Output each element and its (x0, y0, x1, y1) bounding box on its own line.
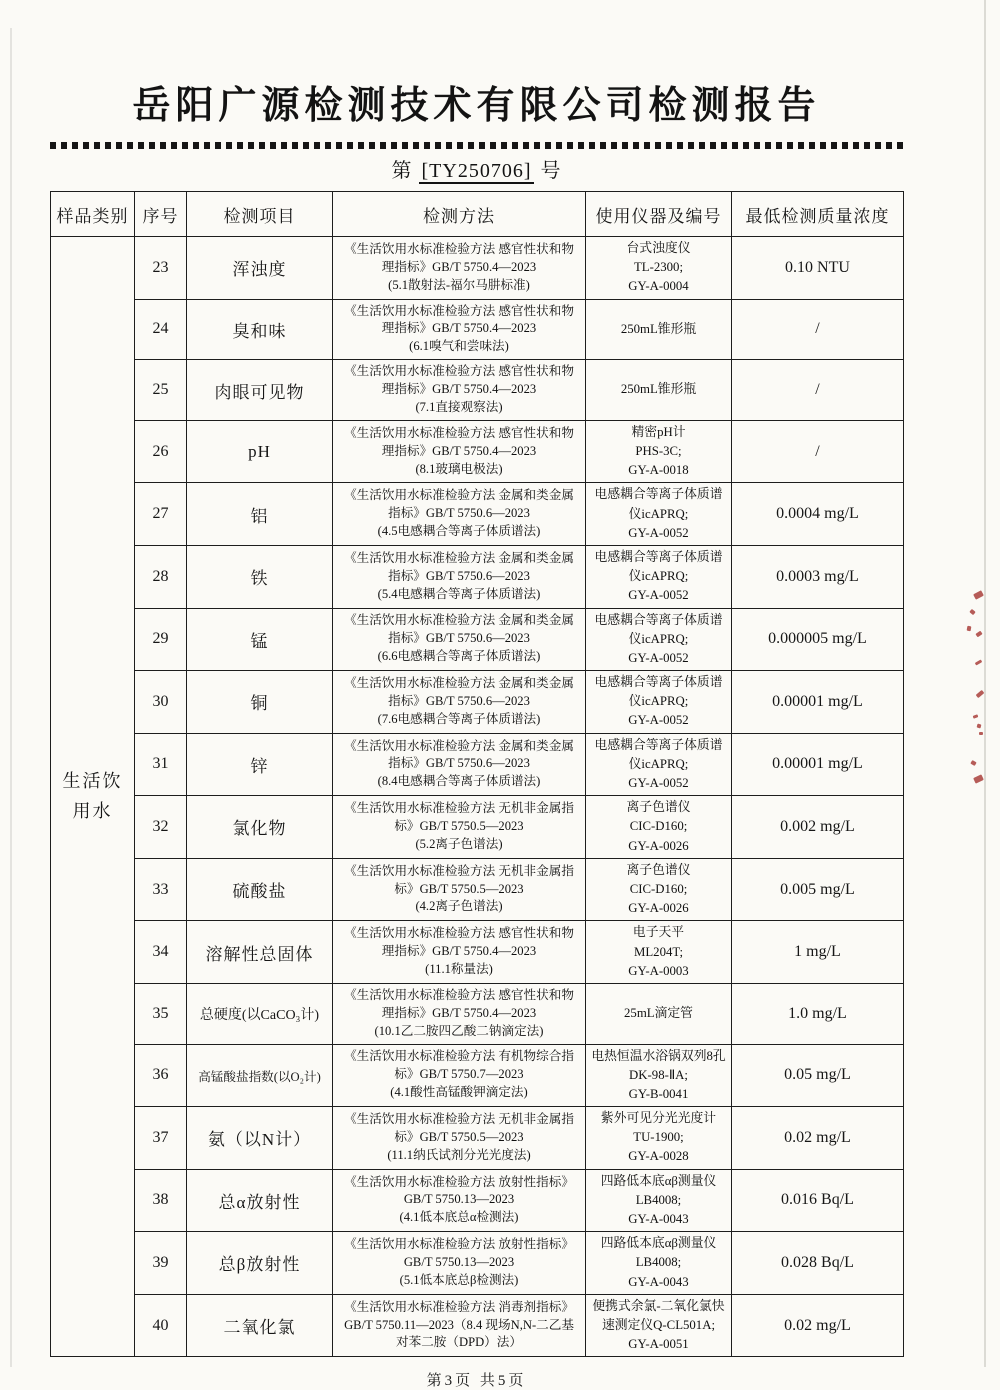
table-row (51, 733, 904, 796)
instrument-line: 25mL滴定管 (624, 1006, 693, 1021)
instrument-cell (586, 733, 732, 796)
method-line: 指标》GB/T 5750.6—2023 (388, 506, 530, 521)
instrument-line: GY-A-0052 (628, 525, 689, 540)
method-line: 标》GB/T 5750.5—2023 (394, 881, 524, 896)
stamp-fragment (970, 760, 976, 766)
instrument-line: GY-A-0052 (628, 588, 689, 603)
method-line: (6.6电感耦合等离子体质谱法) (377, 649, 541, 664)
method-line: (10.1乙二胺四乙酸二钠滴定法) (374, 1023, 544, 1038)
method-line: 《生活饮用水标准检验方法 消毒剂指标》 (344, 1299, 574, 1314)
table-row (51, 796, 904, 859)
table-header-row (51, 192, 904, 237)
row-number-cell: 30 (135, 671, 187, 734)
method-line: 《生活饮用水标准检验方法 无机非金属指 (344, 801, 574, 816)
method-line: (7.6电感耦合等离子体质谱法) (377, 711, 541, 726)
table-row (51, 1232, 904, 1295)
instrument-cell (586, 608, 732, 671)
instrument-line: GY-A-0028 (628, 1149, 689, 1164)
instrument-line: 紫外可见分光光度计 (600, 1111, 717, 1126)
method-line: (4.5电感耦合等离子体质谱法) (377, 524, 541, 539)
instrument-line: GY-A-0052 (628, 776, 689, 790)
row-number-cell: 38 (135, 1169, 187, 1232)
detection-limit-cell: 1 mg/L (732, 921, 904, 984)
report-page (50, 0, 903, 1390)
method-line: 指标》GB/T 5750.6—2023 (388, 756, 530, 771)
test-item-cell: 二氧化氯 (187, 1294, 333, 1357)
method-line: 《生活饮用水标准检验方法 感官性状和物 (344, 364, 574, 379)
report-title: 岳阳广源检测技术有限公司检测报告 (132, 85, 821, 127)
test-item-cell: pH (187, 420, 333, 483)
instrument-line: GY-A-0052 (628, 650, 689, 665)
instrument-line: 仪icAPRQ; (628, 694, 689, 709)
instrument-line: GY-A-0018 (628, 463, 689, 478)
test-items-table (50, 191, 904, 1357)
method-line: 《生活饮用水标准检验方法 无机非金属指 (344, 1112, 574, 1127)
instrument-cell (586, 1169, 732, 1232)
instrument-line: 离子色谱仪 (626, 862, 691, 877)
method-line: (11.1称量法) (425, 962, 493, 977)
row-number-cell: 37 (135, 1107, 187, 1170)
method-line: 理指标》GB/T 5750.4—2023 (381, 382, 537, 397)
instrument-cell (586, 858, 732, 921)
test-item-cell: 总β放射性 (187, 1232, 333, 1295)
instrument-line: CIC-D160; (629, 881, 688, 896)
instrument-line: 电热恒温水浴锅双列8孔 (591, 1048, 726, 1063)
row-number-cell: 34 (135, 921, 187, 984)
row-number-cell: 35 (135, 983, 187, 1044)
method-line: 《生活饮用水标准检验方法 金属和类金属 (344, 676, 574, 691)
method-line: 理指标》GB/T 5750.4—2023 (381, 443, 537, 458)
test-item-cell: 总硬度(以CaCO₃计) (187, 983, 333, 1044)
detection-limit-cell: 0.028 Bq/L (732, 1232, 904, 1295)
method-line: GB/T 5750.13—2023 (403, 1192, 515, 1207)
row-number-cell: 32 (135, 796, 187, 859)
row-number-cell: 24 (135, 299, 187, 360)
instrument-cell (586, 420, 732, 483)
detection-limit-cell: 0.002 mg/L (732, 796, 904, 859)
column-header-number: 序号 (135, 192, 187, 237)
method-line: 《生活饮用水标准检验方法 放射性指标》 (344, 1237, 574, 1252)
method-line: (5.1散射法-福尔马肼标准) (388, 277, 530, 292)
row-number-cell: 26 (135, 420, 187, 483)
instrument-line: GY-A-0052 (628, 713, 689, 728)
test-method-cell (333, 420, 586, 483)
test-method-cell (333, 545, 586, 608)
scan-edge-left (10, 28, 12, 1367)
instrument-line: 电子天平 (632, 925, 685, 940)
test-method-cell (333, 921, 586, 984)
instrument-line: 电感耦合等离子体质谱 (594, 549, 723, 564)
method-line: 标》GB/T 5750.5—2023 (394, 1129, 524, 1144)
row-number-cell: 25 (135, 360, 187, 421)
instrument-line: 仪icAPRQ; (628, 506, 689, 521)
row-number-cell: 29 (135, 608, 187, 671)
test-item-cell: 锰 (187, 608, 333, 671)
instrument-line: 速测定仪Q-CL501A; (601, 1317, 716, 1332)
detection-limit-cell: 0.0004 mg/L (732, 483, 904, 546)
method-line: 理指标》GB/T 5750.4—2023 (381, 321, 537, 336)
method-line: (11.1纳氏试剂分光光度法) (387, 1147, 531, 1162)
stamp-fragment (969, 609, 975, 615)
test-method-cell (333, 360, 586, 421)
test-method-cell (333, 237, 586, 300)
detection-limit-cell: 0.05 mg/L (732, 1044, 904, 1107)
method-line: (5.4电感耦合等离子体质谱法) (377, 586, 541, 601)
instrument-line: GY-A-0043 (628, 1274, 689, 1289)
test-item-cell: 溶解性总固体 (187, 921, 333, 984)
stamp-fragment (979, 732, 983, 735)
test-item-cell: 铝 (187, 483, 333, 546)
table-row (51, 545, 904, 608)
test-item-cell: 氯化物 (187, 796, 333, 859)
dotted-divider (50, 142, 903, 149)
test-item-cell: 锌 (187, 733, 333, 796)
method-line: 《生活饮用水标准检验方法 有机物综合指 (344, 1049, 574, 1064)
row-number-cell: 39 (135, 1232, 187, 1295)
instrument-cell (586, 1107, 732, 1170)
instrument-cell (586, 983, 732, 1044)
instrument-cell (586, 671, 732, 734)
detection-limit-cell: 0.0003 mg/L (732, 545, 904, 608)
detection-limit-cell: 0.02 mg/L (732, 1107, 904, 1170)
detection-limit-cell: 0.10 NTU (732, 237, 904, 300)
report-number-suffix: 号 (540, 160, 562, 182)
instrument-line: LB4008; (635, 1192, 682, 1207)
method-line: 《生活饮用水标准检验方法 无机非金属指 (344, 863, 574, 878)
test-item-cell: 浑浊度 (187, 237, 333, 300)
detection-limit-cell: / (732, 299, 904, 360)
instrument-cell (586, 299, 732, 360)
method-line: 《生活饮用水标准检验方法 感官性状和物 (344, 987, 574, 1002)
method-line: (6.1嗅气和尝味法) (409, 339, 509, 354)
instrument-line: 精密pH计 (631, 424, 686, 439)
method-line: 《生活饮用水标准检验方法 放射性指标》 (344, 1174, 574, 1189)
detection-limit-cell: 0.000005 mg/L (732, 608, 904, 671)
test-method-cell (333, 1107, 586, 1170)
stamp-fragment (977, 724, 982, 729)
instrument-line: ML204T; (633, 944, 684, 959)
column-header-detection-limit: 最低检测质量浓度 (732, 192, 904, 237)
instrument-line: 250mL锥形瓶 (620, 382, 697, 397)
test-item-cell: 铜 (187, 671, 333, 734)
table-row (51, 420, 904, 483)
stamp-fragment (973, 714, 979, 719)
method-line: (4.1低本底总α检测法) (399, 1210, 519, 1225)
instrument-line: DK-98-ⅡA; (629, 1067, 688, 1082)
method-line: 标》GB/T 5750.5—2023 (394, 819, 524, 834)
method-line: 理指标》GB/T 5750.4—2023 (381, 259, 537, 274)
method-line: 《生活饮用水标准检验方法 金属和类金属 (344, 738, 574, 753)
report-number (50, 154, 903, 183)
test-method-cell (333, 796, 586, 859)
method-line: 理指标》GB/T 5750.4—2023 (381, 1005, 537, 1020)
test-method-cell (333, 733, 586, 796)
instrument-line: 便携式余氯-二氧化氯快 (592, 1298, 725, 1313)
instrument-line: 电感耦合等离子体质谱 (594, 487, 723, 502)
detection-limit-cell: 0.00001 mg/L (732, 671, 904, 734)
method-line: (8.4电感耦合等离子体质谱法) (377, 774, 541, 789)
instrument-cell (586, 1294, 732, 1357)
table-row (51, 483, 904, 546)
method-line: (8.1玻璃电极法) (415, 461, 503, 476)
stamp-fragment (973, 774, 984, 783)
report-number-prefix: 第 (391, 160, 413, 182)
test-method-cell (333, 608, 586, 671)
method-line: 指标》GB/T 5750.6—2023 (388, 693, 530, 708)
instrument-line: GY-B-0041 (628, 1086, 689, 1101)
detection-limit-cell: 0.02 mg/L (732, 1294, 904, 1357)
detection-limit-cell: 1.0 mg/L (732, 983, 904, 1044)
table-body (51, 237, 904, 1357)
instrument-line: LB4008; (635, 1255, 682, 1270)
test-method-cell (333, 1044, 586, 1107)
table-row (51, 983, 904, 1044)
stamp-fragment (975, 631, 982, 638)
test-method-cell (333, 299, 586, 360)
instrument-line: 四路低本底αβ测量仪 (600, 1173, 717, 1188)
instrument-cell (586, 545, 732, 608)
method-line: 《生活饮用水标准检验方法 感官性状和物 (344, 241, 574, 256)
method-line: (7.1直接观察法) (415, 399, 503, 414)
instrument-line: 仪icAPRQ; (628, 631, 689, 646)
instrument-cell (586, 360, 732, 421)
row-number-cell: 40 (135, 1294, 187, 1357)
instrument-line: 电感耦合等离子体质谱 (594, 737, 723, 752)
row-number-cell: 23 (135, 237, 187, 300)
method-line: 《生活饮用水标准检验方法 金属和类金属 (344, 550, 574, 565)
table-row (51, 360, 904, 421)
test-item-cell: 总α放射性 (187, 1169, 333, 1232)
test-method-cell (333, 1169, 586, 1232)
method-line: 《生活饮用水标准检验方法 金属和类金属 (344, 488, 574, 503)
method-line: 《生活饮用水标准检验方法 感官性状和物 (344, 425, 574, 440)
row-number-cell: 28 (135, 545, 187, 608)
test-item-cell: 高锰酸盐指数(以O₂计) (187, 1044, 333, 1107)
table-row (51, 921, 904, 984)
method-line: (5.1低本底总β检测法) (399, 1272, 519, 1287)
table-row (51, 299, 904, 360)
report-number-value: [TY250706] (419, 160, 535, 184)
instrument-line: 电感耦合等离子体质谱 (594, 675, 723, 690)
test-item-cell: 铁 (187, 545, 333, 608)
detection-limit-cell: 0.016 Bq/L (732, 1169, 904, 1232)
test-method-cell (333, 1294, 586, 1357)
instrument-line: PHS-3C; (635, 444, 682, 458)
instrument-line: GY-A-0026 (628, 901, 689, 916)
test-item-cell: 臭和味 (187, 299, 333, 360)
test-method-cell (333, 1232, 586, 1295)
test-item-cell: 硫酸盐 (187, 858, 333, 921)
instrument-line: CIC-D160; (629, 819, 688, 834)
table-row (51, 1169, 904, 1232)
detection-limit-cell: 0.005 mg/L (732, 858, 904, 921)
method-line: 《生活饮用水标准检验方法 感官性状和物 (344, 926, 574, 941)
stamp-fragment (975, 659, 983, 665)
method-line: 《生活饮用水标准检验方法 感官性状和物 (344, 303, 574, 318)
instrument-line: 250mL锥形瓶 (620, 321, 697, 336)
sample-category-cell: 生活饮用水 (51, 237, 135, 1357)
method-line: 指标》GB/T 5750.6—2023 (388, 568, 530, 583)
instrument-line: 仪icAPRQ; (628, 569, 689, 584)
column-header-instrument: 使用仪器及编号 (586, 192, 732, 237)
table-row (51, 608, 904, 671)
method-line: 《生活饮用水标准检验方法 金属和类金属 (344, 613, 574, 628)
instrument-line: 仪icAPRQ; (628, 756, 689, 771)
detection-limit-cell: 0.00001 mg/L (732, 733, 904, 796)
method-line: (5.2离子色谱法) (415, 836, 503, 851)
instrument-line: 电感耦合等离子体质谱 (594, 612, 723, 627)
instrument-line: GY-A-0003 (628, 963, 689, 978)
instrument-line: TU-1900; (633, 1130, 684, 1145)
column-header-sample-category: 样品类别 (51, 192, 135, 237)
method-line: GB/T 5750.11—2023（8.4 现场N,N-二乙基 (344, 1317, 574, 1332)
table-row (51, 1044, 904, 1107)
row-number-cell: 33 (135, 858, 187, 921)
table-row (51, 858, 904, 921)
instrument-cell (586, 237, 732, 300)
table-row (51, 1107, 904, 1170)
scan-edge-right (984, 0, 986, 1367)
stamp-fragment (967, 626, 972, 632)
instrument-line: 离子色谱仪 (626, 800, 691, 815)
instrument-line: GY-A-0004 (628, 279, 689, 294)
test-item-cell: 肉眼可见物 (187, 360, 333, 421)
instrument-line: GY-A-0026 (628, 838, 689, 853)
instrument-line: GY-A-0051 (628, 1337, 689, 1352)
test-method-cell (333, 483, 586, 546)
instrument-line: 台式浊度仪 (626, 241, 691, 255)
test-method-cell (333, 671, 586, 734)
method-line: 理指标》GB/T 5750.4—2023 (381, 944, 537, 959)
instrument-cell (586, 921, 732, 984)
method-line: 指标》GB/T 5750.6—2023 (388, 631, 530, 646)
method-line: 标》GB/T 5750.7—2023 (394, 1067, 524, 1082)
table-row (51, 237, 904, 300)
test-method-cell (333, 983, 586, 1044)
row-number-cell: 31 (135, 733, 187, 796)
table-row (51, 1294, 904, 1357)
page-footer: 第3页 共5页 (426, 1373, 527, 1390)
instrument-cell (586, 1232, 732, 1295)
method-line: (4.1酸性高锰酸钾滴定法) (390, 1085, 528, 1100)
row-number-cell: 36 (135, 1044, 187, 1107)
method-line: GB/T 5750.13—2023 (403, 1255, 515, 1270)
column-header-test-item: 检测项目 (187, 192, 333, 237)
instrument-line: GY-A-0043 (628, 1212, 689, 1226)
test-method-cell (333, 858, 586, 921)
detection-limit-cell: / (732, 360, 904, 421)
instrument-cell (586, 1044, 732, 1107)
row-number-cell: 27 (135, 483, 187, 546)
detection-limit-cell: / (732, 420, 904, 483)
stamp-fragment (973, 590, 984, 600)
test-item-cell: 氨（以N计） (187, 1107, 333, 1170)
column-header-test-method: 检测方法 (333, 192, 586, 237)
instrument-line: 四路低本底αβ测量仪 (600, 1236, 717, 1251)
instrument-cell (586, 483, 732, 546)
instrument-line: TL-2300; (633, 260, 684, 275)
instrument-cell (586, 796, 732, 859)
table-row (51, 671, 904, 734)
method-line: 对苯二胺（DPD）法） (396, 1335, 522, 1350)
method-line: (4.2离子色谱法) (415, 899, 503, 914)
